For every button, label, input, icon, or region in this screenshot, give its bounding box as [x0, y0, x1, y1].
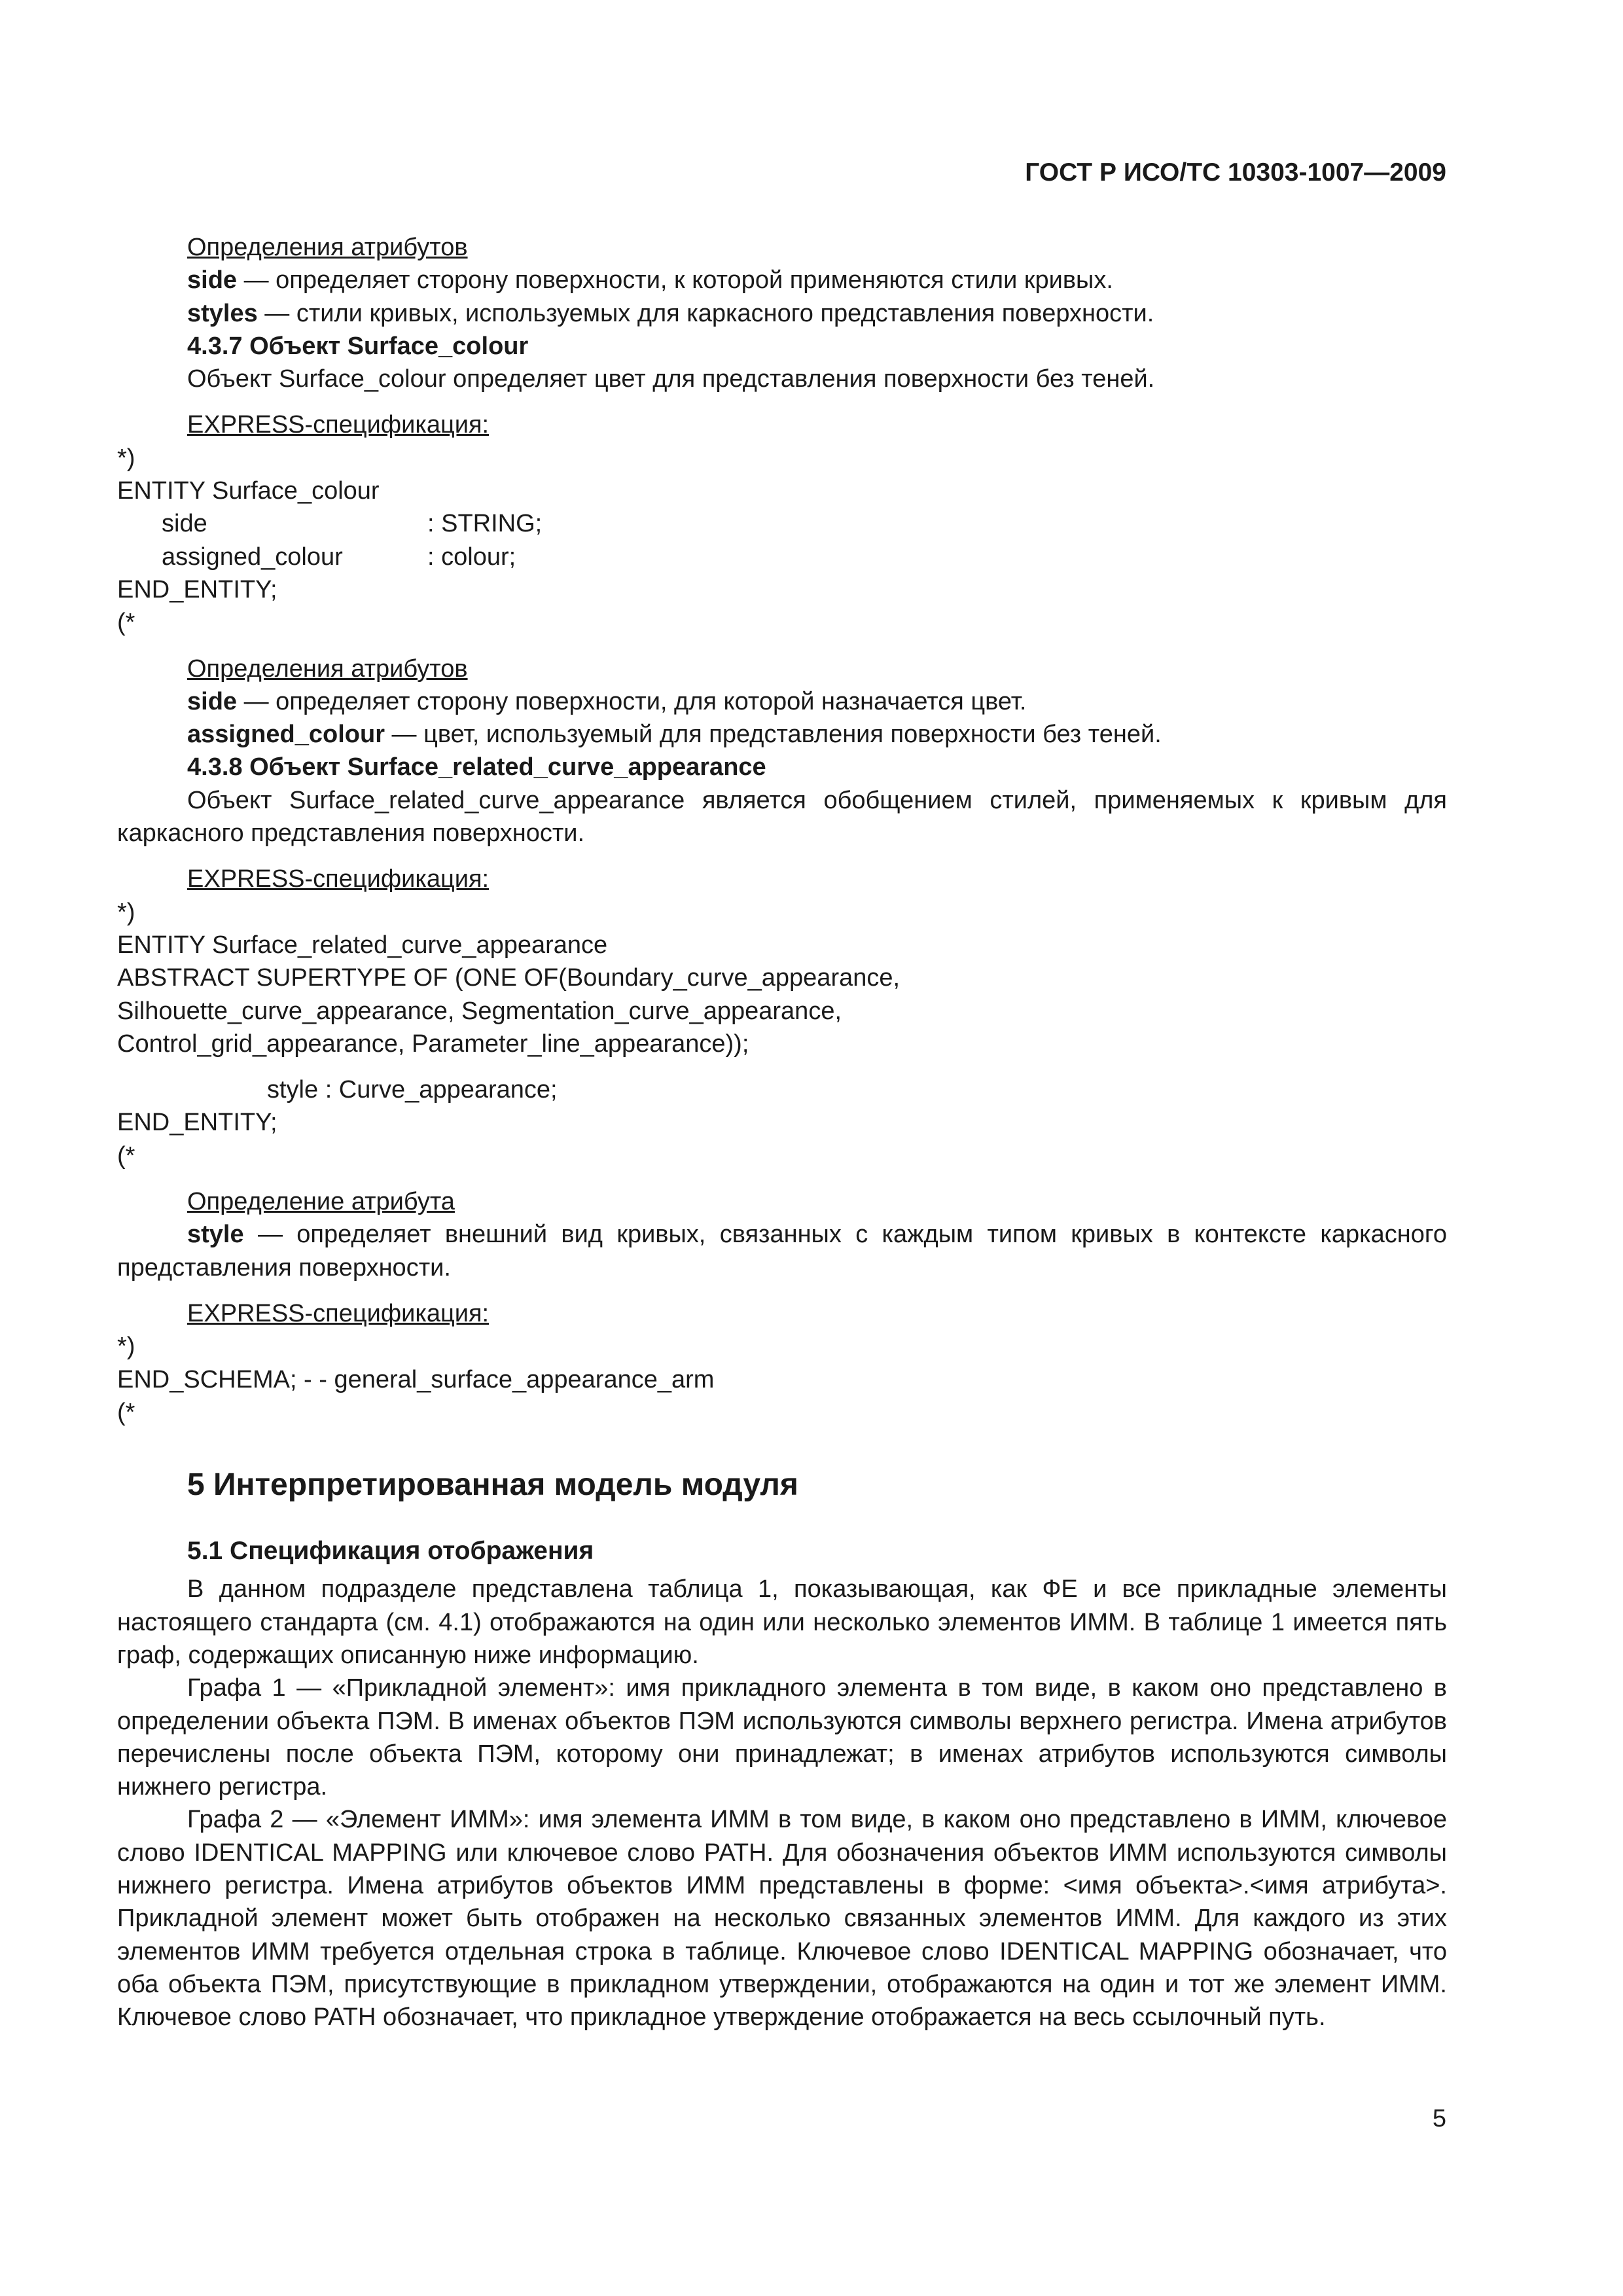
- code-supertype-line: ABSTRACT SUPERTYPE OF (ONE OF(Boundary_curve_appearance,: [117, 964, 901, 992]
- term-styles: styles: [187, 299, 258, 327]
- subsection-heading-5-1: 5.1 Спецификация отображения: [187, 1537, 594, 1566]
- attribute-definition-heading: Определение атрибута: [187, 1188, 455, 1216]
- code-entity-line: ENTITY Surface_related_curve_appearance: [117, 931, 608, 959]
- definition-text: — определяет сторону поверхности, для которой назначается цвет.: [237, 687, 1027, 715]
- code-attribute-line: [117, 507, 1447, 540]
- express-spec-label: EXPRESS-спецификация:: [187, 865, 490, 893]
- section-heading-4-3-7: 4.3.7 Объект Surface_colour: [187, 332, 529, 360]
- code-supertype-line: Silhouette_curve_appearance, Segmentation_curve_appearance,: [117, 997, 842, 1025]
- definition-text: — цвет, используемый для представления поверхности без теней.: [384, 721, 1162, 749]
- code-comment-close: *): [117, 898, 135, 926]
- code-attribute-line: [117, 541, 1447, 573]
- attribute-definition-style: [117, 1218, 1447, 1284]
- express-spec-label: EXPRESS-спецификация:: [187, 411, 490, 439]
- code-attribute-line: style : Curve_appearance;: [267, 1076, 558, 1104]
- section-description: Объект Surface_colour определяет цвет для представления поверхности без теней.: [187, 365, 1155, 393]
- definition-text: — стили кривых, используемых для каркасного представления поверхности.: [257, 299, 1154, 327]
- term-assigned-colour: assigned_colour: [187, 721, 385, 749]
- code-comment-close: *): [117, 1333, 135, 1361]
- express-spec-label: EXPRESS-спецификация:: [187, 1299, 490, 1327]
- definition-text: — определяет внешний вид кривых, связанных с каждым типом кривых в контексте каркасного представления поверхности.: [117, 1221, 1447, 1282]
- page-content: [117, 231, 1447, 2034]
- code-end-schema: END_SCHEMA; - - general_surface_appearance_arm: [117, 1365, 715, 1393]
- term-side: side: [187, 687, 238, 715]
- code-comment-open: (*: [117, 1141, 135, 1170]
- code-attribute-name: side: [162, 510, 207, 538]
- paragraph-2: Графа 1 — «Прикладной элемент»: имя прикладного элемента в том виде, в каком оно представлено в определении объекта ПЭМ. В именах объектов ПЭМ используются символы верхнего регистра. Имена атрибутов перечислены после объекта ПЭМ, которому они принадлежат; в именах атрибутов используются символы нижнего регистра.: [117, 1674, 1447, 1801]
- page-number: 5: [1432, 2105, 1446, 2132]
- attribute-definitions-heading: Определения атрибутов: [187, 655, 468, 683]
- definition-text: — определяет сторону поверхности, к которой применяются стили кривых.: [237, 266, 1113, 295]
- attribute-definition-side: [117, 685, 1447, 718]
- section-description: Объект Surface_related_curve_appearance является обобщением стилей, применяемых к кривым для каркасного представления поверхности.: [117, 786, 1447, 848]
- code-comment-open: (*: [117, 1398, 135, 1426]
- code-end-entity: END_ENTITY;: [117, 1109, 277, 1137]
- paragraph-3: Графа 2 — «Элемент ИММ»: имя элемента ИММ в том виде, в каком оно представлено в ИММ, ключевое слово IDENTICAL MAPPING или ключевое слово PATH. Для обозначения объектов ИММ используются символы нижнего регистра. Имена атрибутов объектов ИММ представлены в форме: <имя объекта>.<имя атрибута>. Прикладной элемент может быть отображен на несколько связанных элементов ИММ. Для каждого из этих элементов ИММ требуется отдельная строка в таблице. Ключевое слово IDENTICAL MAPPING обозначает, что оба объекта ПЭМ, присутствующие в прикладном утверждении, отображаются на один и тот же элемент ИММ. Ключевое слово PATH обозначает, что прикладное утверждение отображается на весь ссылочный путь.: [117, 1806, 1447, 2032]
- code-comment-open: (*: [117, 609, 135, 637]
- term-style: style: [187, 1221, 244, 1249]
- attribute-definition-assigned-colour: [117, 718, 1447, 751]
- code-attribute-type: : colour;: [427, 543, 516, 571]
- document-code-header: ГОСТ Р ИСО/ТС 10303-1007—2009: [1025, 158, 1446, 187]
- section-heading-5: 5 Интерпретированная модель модуля: [187, 1467, 798, 1503]
- attribute-definition-side: [117, 264, 1447, 296]
- section-heading-4-3-8: 4.3.8 Объект Surface_related_curve_appearance: [187, 753, 766, 781]
- attribute-definition-styles: [117, 297, 1447, 330]
- term-side: side: [187, 266, 238, 295]
- code-attribute-type: : STRING;: [427, 510, 543, 538]
- code-comment-close: *): [117, 444, 135, 472]
- code-end-entity: END_ENTITY;: [117, 575, 277, 603]
- paragraph-1: В данном подразделе представлена таблица 1, показывающая, как ФЕ и все прикладные элементы настоящего стандарта (см. 4.1) отображаются на один или несколько элементов ИММ. В таблице 1 имеется пять граф, содержащих описанную ниже информацию.: [117, 1575, 1447, 1669]
- code-supertype-line: Control_grid_appearance, Parameter_line_appearance));: [117, 1030, 749, 1058]
- code-entity-line: ENTITY Surface_colour: [117, 477, 380, 505]
- attribute-definitions-heading: Определения атрибутов: [187, 234, 468, 261]
- code-attribute-name: assigned_colour: [162, 543, 343, 571]
